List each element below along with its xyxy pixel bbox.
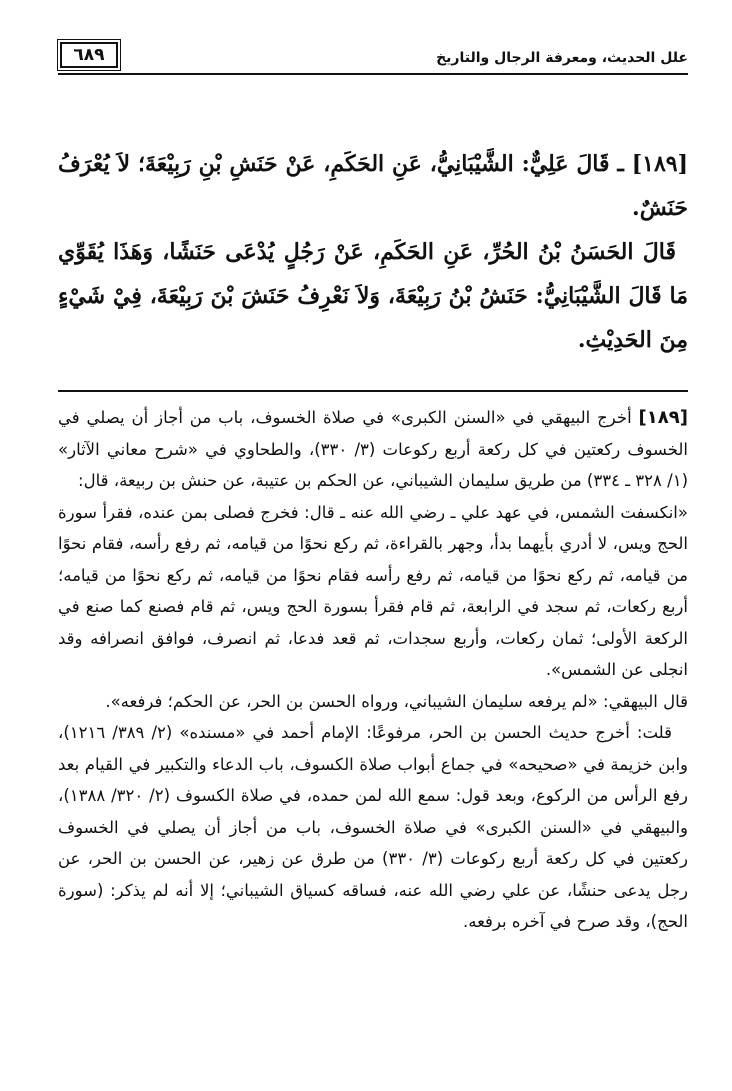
- page-header: [58, 38, 688, 72]
- footnote-intro: أخرج البيهقي في «السنن الكبرى» في صلاة الخسوف، باب من أجاز أن يصلي في الخسوف ركعتين في كل ركعة أربع ركوعات (٣/ ٣٣٠)، والطحاوي في «شرح معاني الآثار» (١/ ٣٢٨ ـ ٣٣٤) من طريق سليمان الشيباني، عن الحكم بن عتيبة، عن حنش بن ربيعة، قال:: [58, 408, 688, 490]
- header-rule: [58, 73, 688, 75]
- footnote-intro-paragraph: [58, 402, 688, 497]
- footnote-separator: [58, 390, 688, 392]
- hadith-text: [58, 142, 688, 362]
- book-page: [58, 38, 688, 1068]
- page-number: ٦٨٩: [60, 42, 118, 68]
- hadith-line-2: قَالَ الحَسَنُ بْنُ الحُرِّ، عَنِ الحَكَمِ، عَنْ رَجُلٍ يُدْعَى حَنَشًا، وَهَذَا يُقَوِّي مَا قَالَ الشَّيْبَانِيُّ: حَنَشُ بْنُ رَبِيْعَةَ، وَلاَ نَعْرِفُ حَنَشَ بْنَ رَبِيْعَةَ، فِيْ شَيْءٍ مِنَ الحَدِيْثِ.: [58, 239, 688, 353]
- footnote-bayhaqi: قال البيهقي: «لم يرفعه سليمان الشيباني، ورواه الحسن بن الحر، عن الحكم؛ فرفعه».: [105, 691, 688, 711]
- footnote-quote: «انكسفت الشمس، في عهد علي ـ رضي الله عنه ـ قال: فخرج فصلى بمن عنده، فقرأ سورة الحج ويس، لا أدري بأيهما بدأ، وجهر بالقراءة، ثم ركع نحوًا من قيامه، ثم رفع رأسه، فقام نحوًا من قيامه، ثم ركع نحوًا من قيامه، ثم رفع رأسه فقام نحوًا من قيامه، ثم ركع نحوًا من قيامه؛ أربع ركعات، ثم سجد في الرابعة، ثم قام فقرأ بسورة الحج ويس، ثم قام فصنع كما صنع في الركعة الأولى؛ ثمان ركعات، وأربع سجدات، ثم قعد فدعا، ثم انصرف، فوافق انصرافه وقد انجلى عن الشمس».: [58, 502, 688, 679]
- hadith-line-1: [١٨٩] ـ قَالَ عَلِيٌّ: الشَّيْبَانِيُّ، عَنِ الحَكَمِ، عَنْ حَنَشِ بْنِ رَبِيْعَةَ؛ لاَ يُعْرَفُ حَنَشٌ.: [58, 151, 688, 221]
- footnote-number: [١٨٩]: [638, 407, 688, 428]
- footnotes: [58, 402, 688, 938]
- footnote-comment: قلت: أخرج حديث الحسن بن الحر، مرفوعًا: الإمام أحمد في «مسنده» (٢/ ٣٨٩/ ١٢١٦)، وابن خزيمة في «صحيحه» في جماع أبواب صلاة الكسوف، باب الدعاء والتكبير في القيام بعد رفع الرأس من الركوع، وبعد قول: سمع الله لمن حمده، في صلاة الكسوف (٢/ ٣٢٠/ ١٣٨٨)، والبيهقي في «السنن الكبرى» في صلاة الخسوف، باب من أجاز أن يصلي في الخسوف ركعتين في كل ركعة أربع ركوعات (٣/ ٣٣٠) من طرق عن زهير، عن الحسن بن الحر، عن رجل يدعى حنشًا، عن علي رضي الله عنه، فساقه كسياق الشيباني؛ إلا أنه لم يذكر: (سورة الحج)، وقد صرح في آخره برفعه.: [58, 723, 688, 931]
- running-title: علل الحديث، ومعرفة الرجال والتاريخ: [436, 50, 688, 66]
